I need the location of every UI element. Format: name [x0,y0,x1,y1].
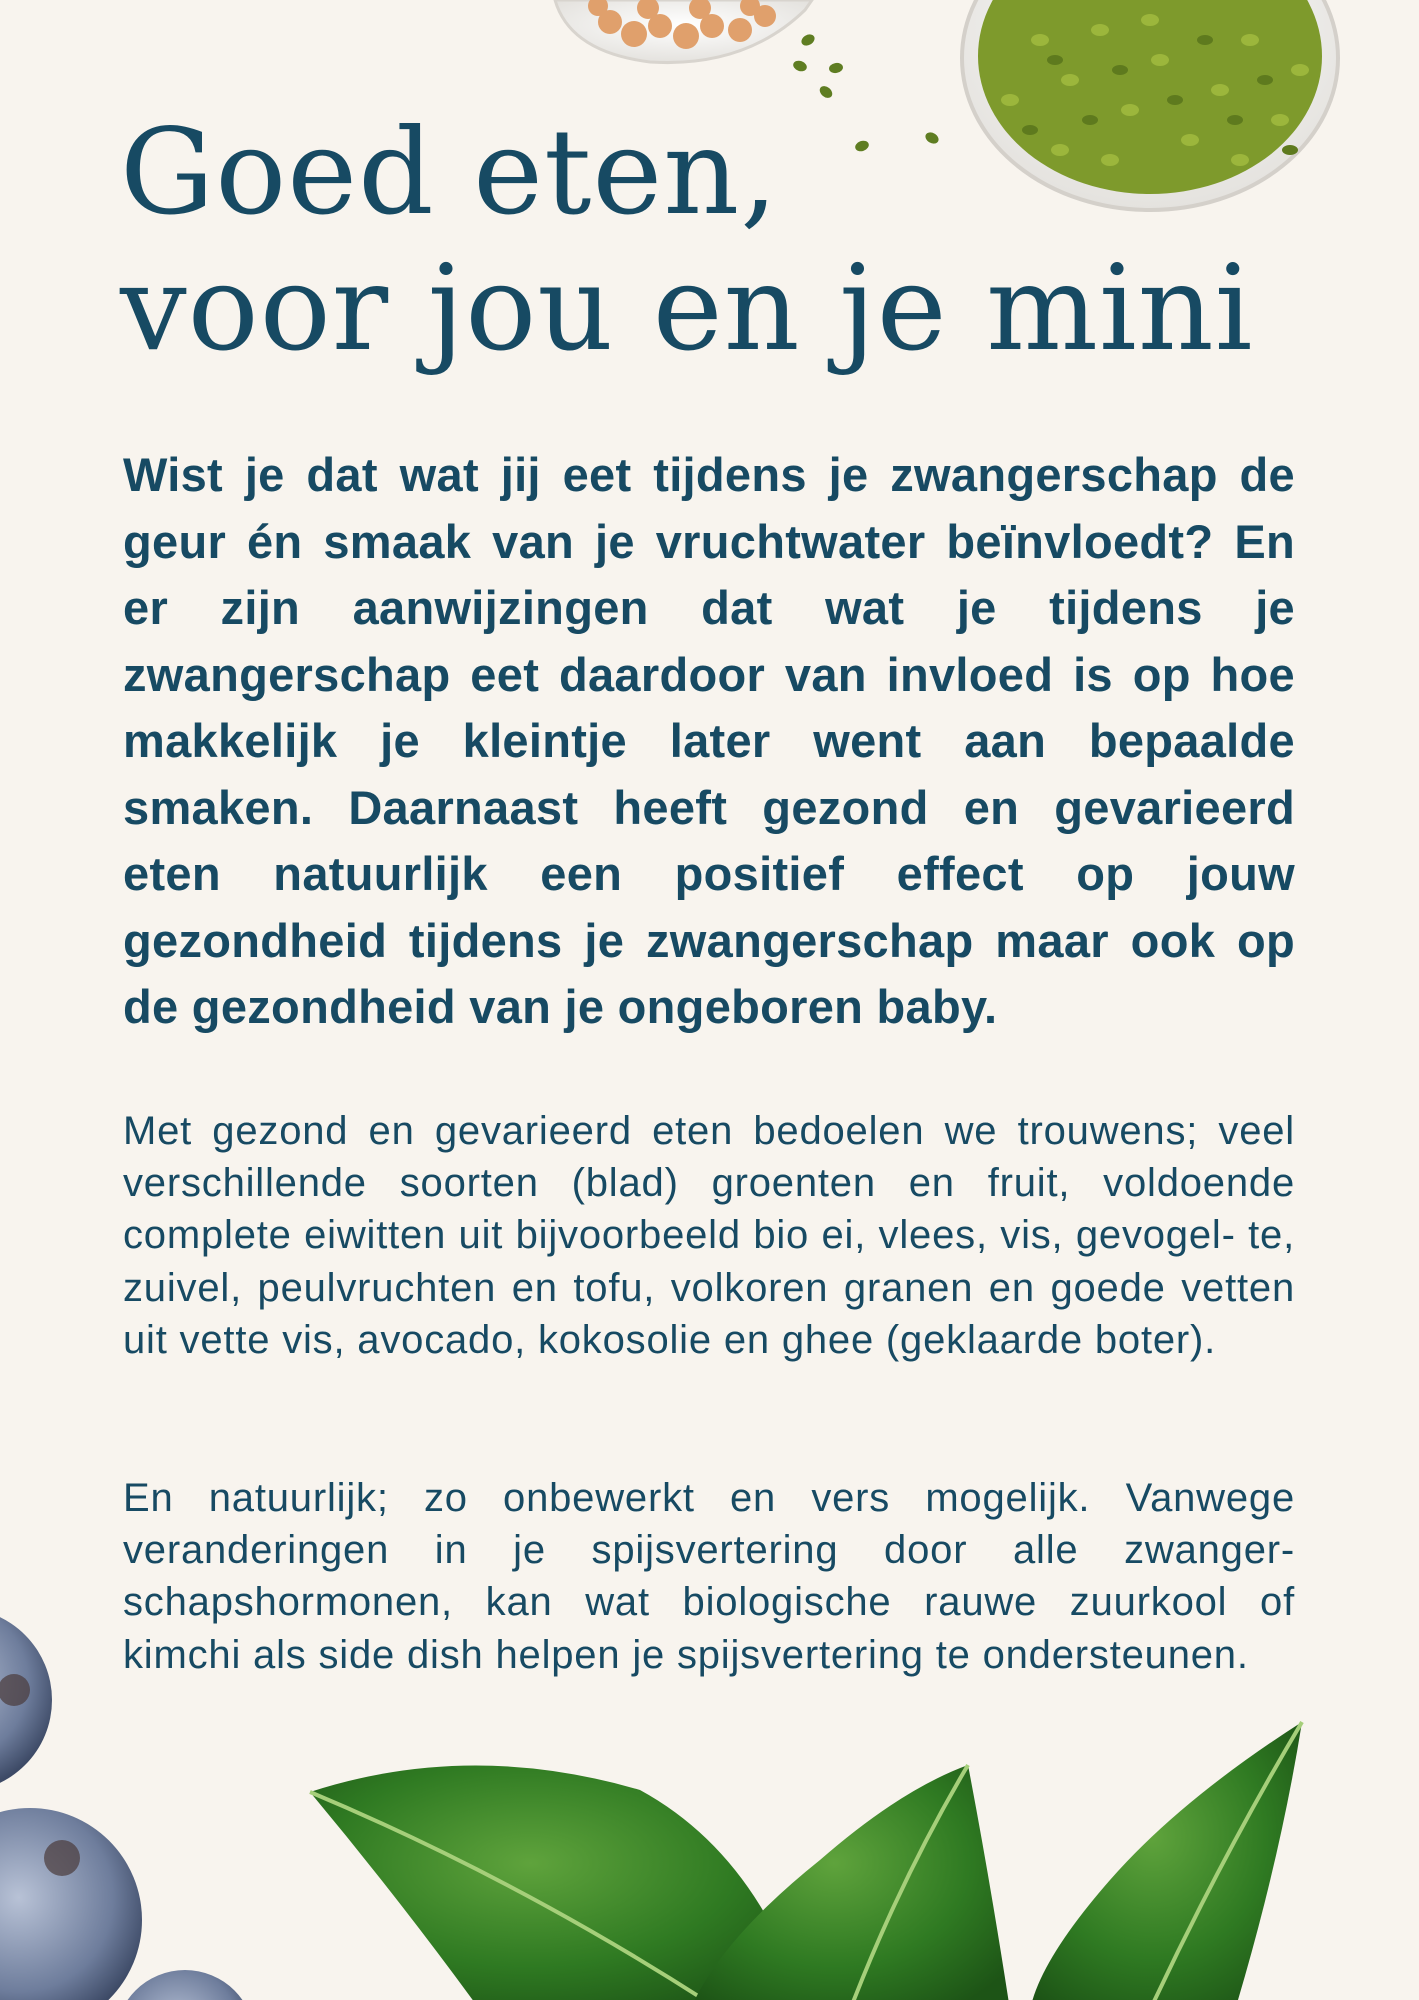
spinach-leaves-icon [310,1722,1302,2000]
body-paragraph-1: Met gezond en gevarieerd eten bedoelen we trouwens; veel verschillende soorten (blad) groenten en fruit, voldoende complete eiwitten uit bijvoorbeeld bio ei, vlees, vis, gevogel- te, zuivel, peulvruchten en tofu, volkoren granen en goede vetten uit vette vis, avocado, kokosolie en ghee (geklaarde boter). [123,1109,1295,1362]
title-line-2: voor jou en je mini [120,239,1254,377]
intro-paragraph: Wist je dat wat jij eet tijdens je zwangerschap de geur én smaak van je vruchtwater beïnvloedt? En er zijn aanwijzingen dat wat je tijdens je zwangerschap eet daardoor van invloed is op hoe makkelijk je kleintje later went aan bepaalde smaken. Daarnaast heeft gezond en gevarieerd eten natuurlijk een positief effect op jouw gezondheid tijdens je zwangerschap maar ook op de gezondheid van je ongeboren baby. [123,448,1295,1033]
chickpea-bowl-icon [555,0,812,63]
page-title [120,104,1320,376]
body-paragraph-2: En natuurlijk; zo onbewerkt en vers mogelijk. Vanwege veranderingen in je spijsvertering door alle zwanger- schapshormonen, kan wat biologische rauwe zuurkool of kimchi als side dish helpen je spijsvertering te ondersteunen. [123,1476,1295,1677]
title-line-1: Goed eten, [120,103,779,241]
